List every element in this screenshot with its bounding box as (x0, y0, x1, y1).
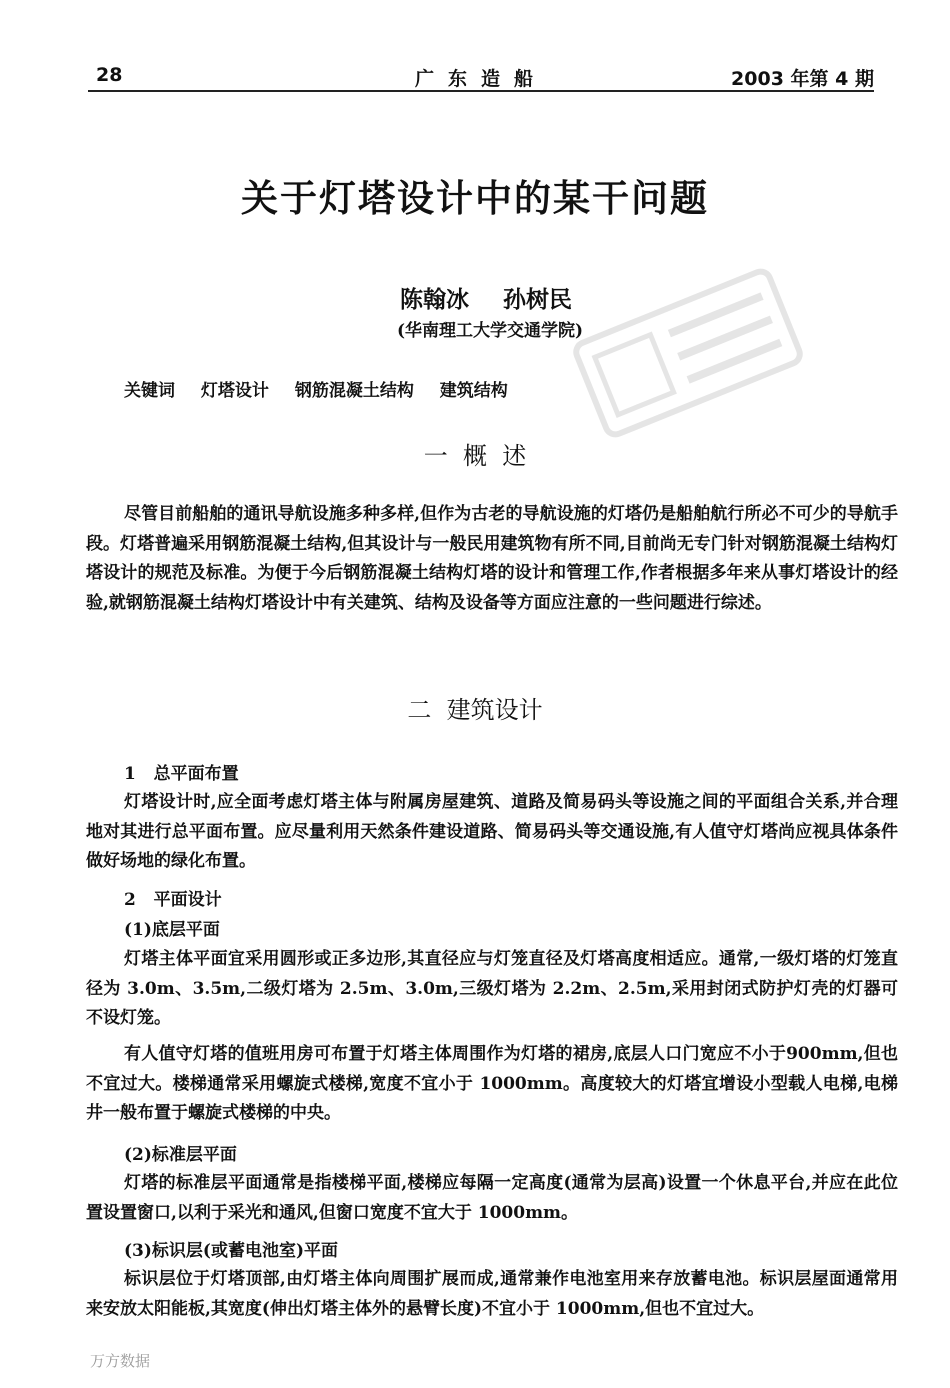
keyword: 灯塔设计 (200, 381, 269, 401)
author-affiliation: (华南理工大学交通学院) (396, 321, 584, 341)
page-number: 28 (96, 64, 123, 86)
body-paragraph: 有人值守灯塔的值班用房可布置于灯塔主体周围作为灯塔的裙房,底层人口门宽应不小于900mm,但也不宜过大。楼梯通常采用螺旋式楼梯,宽度不宜小于 1000mm。高度较大的灯塔宜增设小型载人电梯,电梯井一般布置于螺旋式楼梯的中央。 (86, 1044, 898, 1123)
journal-name: 广东造船 (414, 68, 547, 90)
subsection-heading: (2)标准层平面 (124, 1145, 237, 1165)
author-list (400, 281, 572, 314)
issue-info: 2003 年第 4 期 (731, 68, 874, 90)
body-paragraph: 标识层位于灯塔顶部,由灯塔主体向周围扩展而成,通常兼作电池室用来存放蓄电池。标识层屋面通常用来安放太阳能板,其宽度(伸出灯塔主体外的悬臂长度)不宜小于 1000mm,但也不宜过大。 (86, 1269, 898, 1319)
watermark: 万方数据 (90, 1352, 151, 1370)
publisher-stamp-logo (565, 261, 810, 445)
subsection-heading: (3)标识层(或蓄电池室)平面 (124, 1241, 339, 1261)
keyword: 建筑结构 (439, 381, 508, 401)
body-paragraph: 灯塔的标准层平面通常是指楼梯平面,楼梯应每隔一定高度(通常为层高)设置一个休息平台,并应在此位置设置窗口,以利于采光和通风,但窗口宽度不宜大于 1000mm。 (86, 1173, 898, 1223)
keywords-label: 关键词 (124, 381, 175, 401)
keywords-line (124, 376, 528, 401)
running-header (88, 60, 874, 92)
body-paragraph: 灯塔设计时,应全面考虑灯塔主体与附属房屋建筑、道路及简易码头等设施之间的平面组合关系,并合理地对其进行总平面布置。应尽量利用天然条件建设道路、简易码头等交通设施,有人值守灯塔尚应视具体条件做好场地的绿化布置。 (86, 792, 898, 871)
subsection-heading: 1 总平面布置 (124, 764, 239, 784)
section-heading: 二 建筑设计 (407, 696, 543, 724)
body-paragraph: 灯塔主体平面宜采用圆形或正多边形,其直径应与灯笼直径及灯塔高度相适应。通常,一级灯塔的灯笼直径为 3.0m、3.5m,二级灯塔为 2.5m、3.0m,三级灯塔为 2.2m、2.5m,采用封闭式防护灯壳的灯器可不设灯笼。 (86, 949, 898, 1028)
section-heading: 一 概 述 (423, 442, 527, 470)
subsection-heading: (1)底层平面 (124, 920, 220, 940)
author-name: 陈翰冰 (400, 286, 469, 313)
paper-title: 关于灯塔设计中的某干问题 (241, 177, 709, 220)
body-paragraph: 尽管目前船舶的通讯导航设施多种多样,但作为古老的导航设施的灯塔仍是船舶航行所必不可少的导航手段。灯塔普遍采用钢筋混凝土结构,但其设计与一般民用建筑物有所不同,目前尚无专门针对钢筋混凝土结构灯塔设计的规范及标准。为便于今后钢筋混凝土结构灯塔的设计和管理工作,作者根据多年来从事灯塔设计的经验,就钢筋混凝土结构灯塔设计中有关建筑、结构及设备等方面应注意的一些问题进行综述。 (86, 504, 898, 613)
author-name: 孙树民 (503, 286, 572, 313)
subsection-heading: 2 平面设计 (124, 890, 222, 910)
keyword: 钢筋混凝土结构 (294, 381, 414, 401)
